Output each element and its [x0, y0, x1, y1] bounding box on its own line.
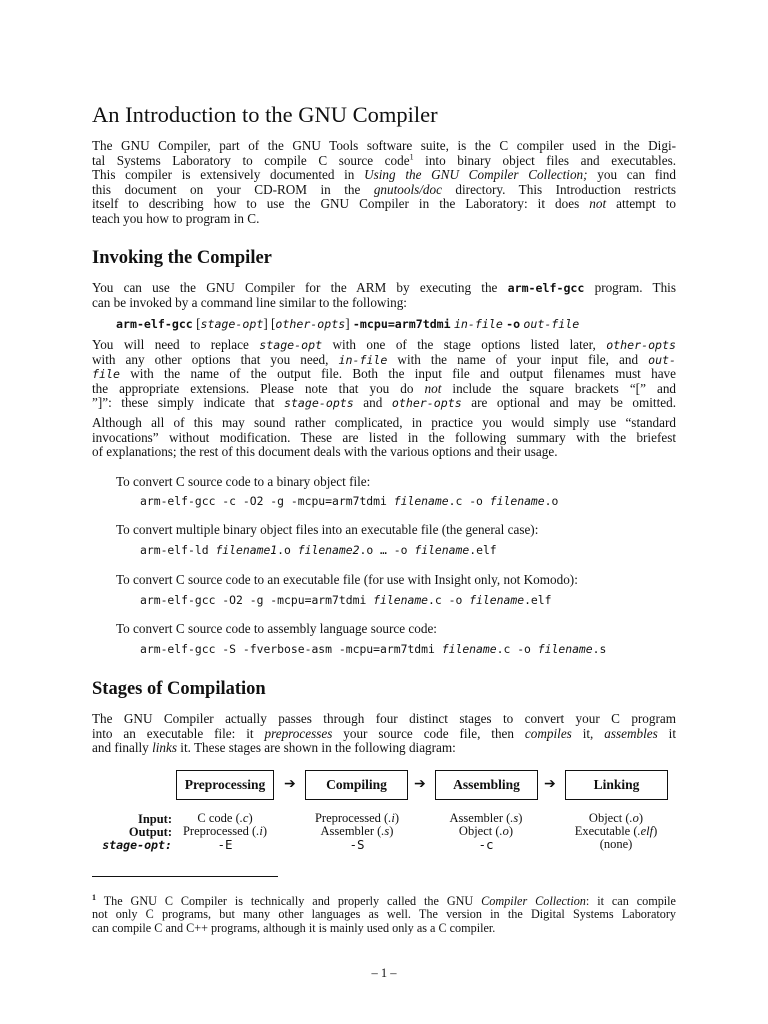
footnote-text: not only C programs, but many other languages as well. The version in the Digital Systems Laboratory [92, 907, 676, 922]
intro-text: this document on your CD-ROM in the [92, 181, 374, 197]
intro-text: tal Systems Laboratory to compile C source code [92, 152, 410, 168]
cmd-mcpu: -mcpu=arm7tdmi [352, 317, 451, 331]
stage-box-compiling: Compiling [305, 770, 408, 800]
stage-box-preprocessing: Preprocessing [176, 770, 274, 800]
body-text: the appropriate extensions. Please note that you do [92, 380, 425, 396]
page-title: An Introduction to the GNU Compiler [92, 102, 438, 127]
cmd-in-file: in-file [453, 317, 503, 331]
inline-code: file [92, 367, 120, 382]
body-text: Although all of this may sound rather complicated, in practice you would simply use “standard [92, 415, 676, 430]
cmd-out-file: out-file [523, 317, 580, 331]
cell-ext: .s [510, 811, 519, 825]
intro-text: This compiler is extensively documented in [92, 167, 365, 183]
body-text: You will need to replace [92, 337, 260, 352]
inline-code: out- [648, 352, 677, 367]
intro-text: The GNU Compiler, part of the GNU Tools software suite, is the C compiler used in the Digi- [92, 138, 676, 153]
invoking-paragraph [92, 281, 676, 310]
body-text: assembles [604, 725, 658, 741]
footnote-ref: 1 [409, 152, 414, 162]
row-label-output: Output: [128, 825, 172, 839]
section-heading-stages: Stages of Compilation [92, 679, 266, 699]
cmd-filename: filename [489, 494, 545, 508]
row-label-stage-opt: stage-opt: [102, 838, 172, 852]
intro-text: into binary object files and executables. [413, 152, 677, 168]
cmd-text: .c -o [428, 593, 470, 607]
program-name: arm-elf-gcc [507, 281, 585, 295]
cell-text: ) [518, 811, 523, 825]
inline-code: other-opts [606, 338, 676, 352]
cmd-text: .o [277, 543, 298, 557]
cmd-filename: filename [441, 642, 497, 656]
body-text: can be invoked by a command line similar to the following: [92, 294, 407, 310]
intro-text: Using the GNU Compiler Collection; [364, 167, 588, 183]
cell-ext: .elf [637, 824, 654, 838]
cmd-other-opts: other-opts [275, 317, 346, 331]
cmd-bracket: ] [ [263, 316, 276, 331]
cmd-text: .elf [524, 593, 552, 607]
cell-text: ) [653, 824, 658, 838]
cmd-bracket: [ [192, 316, 201, 331]
cmd-text: .c -o [496, 642, 538, 656]
body-text: it [657, 725, 677, 741]
cmd-filename: filename [373, 593, 429, 607]
cmd-text: arm-elf-gcc -S -fverbose-asm -mcpu=arm7tdmi [140, 642, 442, 656]
body-text: include the square brackets “[” and [441, 380, 677, 396]
body-text: your source code file, then [332, 725, 525, 741]
cmd-text: .c -o [448, 494, 490, 508]
footnote-mark: 1 [92, 892, 96, 902]
cmd-text: arm-elf-gcc -c -O2 -g -mcpu=arm7tdmi [140, 494, 394, 508]
cmd-text: .elf [469, 543, 497, 557]
cmd-filename: filename [393, 494, 449, 508]
body-text: into an executable file: it [92, 725, 265, 741]
cell-text: ) [248, 811, 253, 825]
body-text: ”]”: these simply indicate that [92, 395, 284, 411]
cmd-bracket: ] [345, 316, 353, 331]
diagram-opt-cell: (none) [599, 837, 633, 851]
footnote-text: can compile C and C++ programs, although it is mainly used only as a C compiler. [92, 920, 496, 935]
arrow-right-icon: ➔ [544, 777, 556, 792]
intro-text: attempt to [606, 196, 676, 212]
cell-ext: .o [499, 824, 509, 838]
body-text: not [424, 380, 442, 396]
cell-ext: .s [381, 824, 390, 838]
cmd-text: arm-elf-gcc -O2 -g -mcpu=arm7tdmi [140, 593, 374, 607]
body-text: You can use the GNU Compiler for the ARM by executing the [92, 280, 508, 295]
body-text: with one of the stage options listed later, [322, 337, 607, 352]
cell-text: Preprocessed ( [314, 811, 389, 825]
cmd-text: .s [592, 642, 607, 656]
summary-command [140, 642, 606, 656]
inline-code: stage-opt [259, 338, 323, 352]
intro-text: directory. This Introduction restricts [441, 181, 676, 197]
cmd-stage-opt: stage-opt [200, 317, 264, 331]
cell-text: Executable ( [574, 824, 638, 838]
cell-text: ) [262, 824, 268, 838]
stage-box-linking: Linking [565, 770, 668, 800]
body-text: The GNU Compiler actually passes through four distinct stages to convert your C program [92, 711, 676, 726]
body-text: compiles [524, 725, 572, 741]
body-text: and finally [92, 740, 153, 756]
footnote-text: Compiler Collection [481, 894, 586, 908]
cell-ext: .o [629, 811, 639, 825]
body-text: and [353, 395, 392, 411]
cell-text: ) [508, 824, 514, 838]
inline-code: other-opts [391, 396, 462, 411]
body-text: it. These stages are shown in the following diagram: [176, 740, 456, 756]
diagram-opt-cell: -c [478, 837, 494, 852]
stage-box-assembling: Assembling [435, 770, 538, 800]
body-text: are optional and may be omitted. [461, 395, 676, 411]
summary-desc: To convert multiple binary object files into an executable file (the general case): [116, 522, 539, 537]
diagram-opt-cell: -E [217, 837, 233, 852]
summary-command [140, 494, 558, 508]
summary-desc: To convert C source code to an executable file (for use with Insight only, not Komodo): [116, 572, 578, 587]
cell-text: ) [389, 824, 394, 838]
summary-command [140, 543, 497, 557]
summary-command [140, 593, 552, 607]
inline-code: in-file [338, 352, 388, 367]
body-text: it, [571, 725, 605, 741]
cell-text: Object ( [458, 824, 500, 838]
intro-text: itself to describing how to use the GNU Compiler in the Laboratory: it does [92, 196, 590, 212]
summary-desc: To convert C source code to a binary object file: [116, 474, 371, 489]
row-label-input: Input: [137, 812, 172, 826]
standard-invocations-paragraph [92, 416, 676, 460]
inline-code: stage-opts [283, 396, 354, 411]
command-template [116, 316, 579, 332]
cmd-filename: filename [414, 543, 470, 557]
intro-text: gnutools/doc [373, 181, 442, 197]
summary-desc: To convert C source code to assembly language source code: [116, 621, 437, 636]
stages-paragraph [92, 712, 676, 756]
cell-text: Object ( [588, 811, 630, 825]
diagram-opt-cell: -S [349, 837, 365, 852]
cmd-filename: filename2 [297, 543, 360, 557]
cmd-filename: filename [469, 593, 525, 607]
body-text: program. This [584, 280, 676, 295]
cmd-text: .o [544, 494, 559, 508]
intro-text: not [589, 196, 607, 212]
cmd-o-flag: -o [506, 317, 521, 331]
intro-paragraph [92, 139, 676, 227]
cmd-text: .o … -o [359, 543, 415, 557]
section-heading-invoking: Invoking the Compiler [92, 248, 272, 268]
body-text: preprocesses [264, 725, 333, 741]
cell-text: Assembler ( [449, 811, 511, 825]
cell-text: ) [638, 811, 644, 825]
footnote-text: The GNU C Compiler is technically and properly called the GNU [96, 894, 482, 908]
replace-paragraph [92, 338, 676, 411]
cmd-filename: filename [537, 642, 593, 656]
page-number: – 1 – [371, 966, 397, 980]
cmd-program: arm-elf-gcc [116, 317, 193, 331]
footnote [92, 892, 676, 935]
body-text: links [152, 740, 177, 756]
body-text: of explanations; the rest of this document deals with the various options and their usage. [92, 444, 558, 460]
intro-text: teach you how to program in C. [92, 210, 260, 226]
cmd-filename: filename1 [215, 543, 278, 557]
footnote-text: : it can compile [585, 894, 676, 908]
intro-text: you can find [587, 167, 676, 183]
cell-ext: .c [239, 811, 249, 825]
cell-text: Assembler ( [320, 824, 382, 838]
body-text: with the name of your input file, and [387, 351, 649, 367]
cell-text: ) [394, 811, 400, 825]
arrow-right-icon: ➔ [284, 777, 296, 792]
footnote-rule [92, 876, 278, 877]
cell-text: Preprocessed ( [182, 824, 257, 838]
body-text: invocations” without modification. These are listed in the following summary with the briefest [92, 429, 676, 445]
body-text: with the name of the output file. Both the input file and output filenames must have [119, 366, 676, 382]
arrow-right-icon: ➔ [414, 777, 426, 792]
cell-ext: .i [388, 811, 395, 825]
body-text: with any other options that you need, [92, 351, 339, 367]
cmd-text: arm-elf-ld [140, 543, 216, 557]
cell-ext: .i [256, 824, 263, 838]
cell-text: C code ( [197, 811, 240, 825]
